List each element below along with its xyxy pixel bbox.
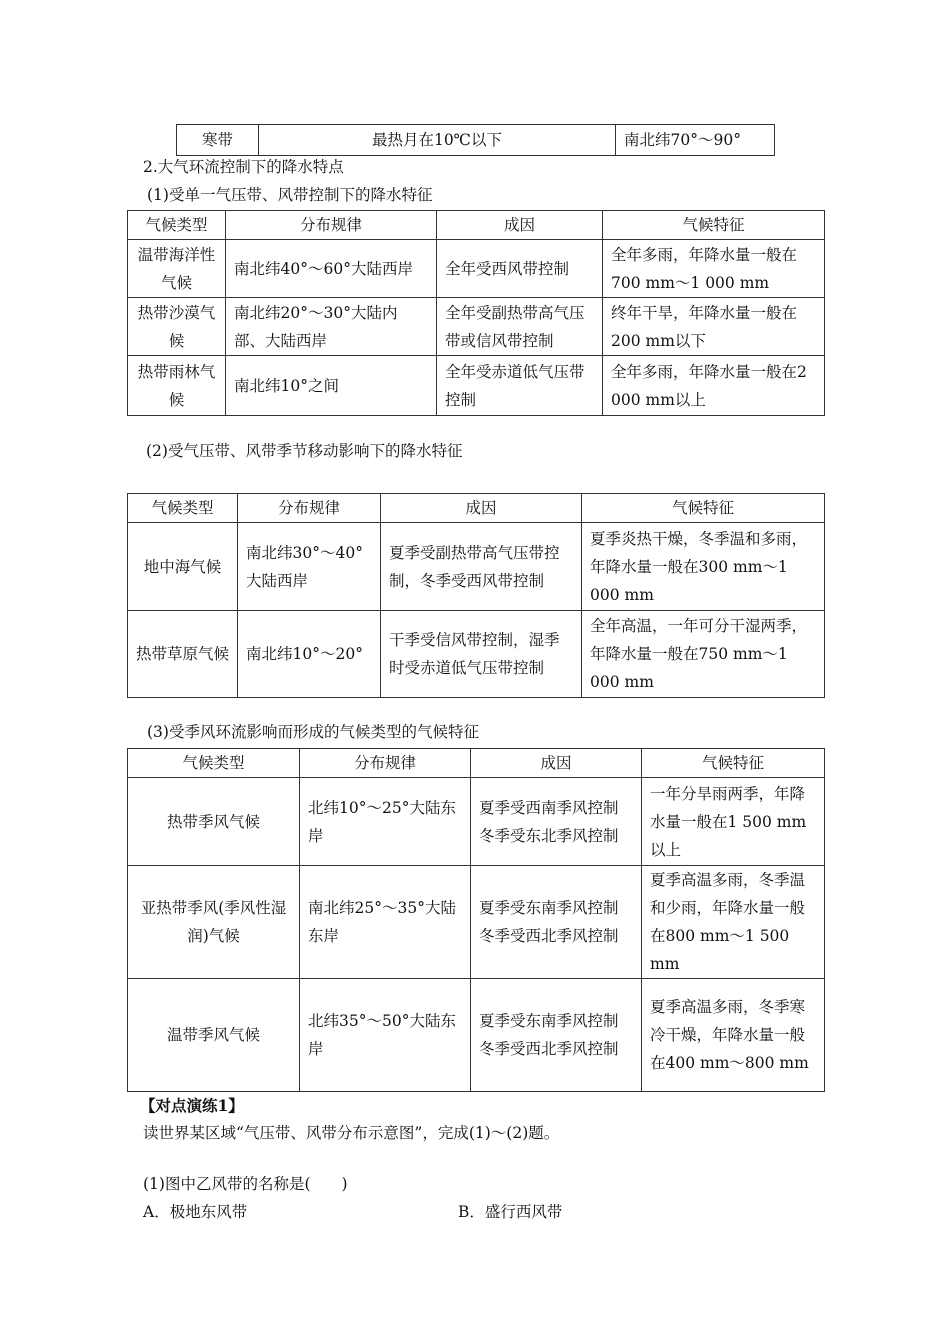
table-cell: 全年受赤道低气压带控制: [437, 356, 603, 416]
column-header: 分布规律: [226, 211, 437, 240]
subsection-title: (3)受季风环流影响而形成的气候类型的气候特征: [147, 723, 479, 741]
table-cell: 干季受信风带控制，湿季时受赤道低气压带控制: [381, 611, 582, 698]
column-header: 成因: [381, 494, 582, 523]
subsection-title: (2)受气压带、风带季节移动影响下的降水特征: [146, 442, 463, 460]
table-cell: 南北纬70°～90°: [616, 125, 775, 156]
column-header: 分布规律: [238, 494, 381, 523]
table-row: [128, 611, 825, 698]
table-row: [128, 240, 825, 298]
table-cell: 全年高温，一年可分干湿两季，年降水量一般在750 mm～1 000 mm: [582, 611, 825, 698]
column-header: 气候类型: [128, 494, 238, 523]
question-text: (1)图中乙风带的名称是( ): [143, 1175, 348, 1193]
option-a[interactable]: A．极地东风带: [143, 1203, 248, 1221]
column-header: 成因: [437, 211, 603, 240]
table-cell: 北纬35°～50°大陆东岸: [300, 979, 471, 1092]
table-cell: 北纬10°～25°大陆东岸: [300, 778, 471, 866]
table-cell: 南北纬10°之间: [226, 356, 437, 416]
table-cell: 夏季高温多雨，冬季寒冷干燥，年降水量一般在400 mm～800 mm: [642, 979, 825, 1092]
table-cell: 南北纬10°～20°: [238, 611, 381, 698]
table-cell: 夏季高温多雨，冬季温和少雨，年降水量一般在800 mm～1 500 mm: [642, 866, 825, 979]
column-header: 气候特征: [603, 211, 825, 240]
table-row: [128, 778, 825, 866]
table-row: [128, 356, 825, 416]
table-row: [128, 523, 825, 611]
table-cell: 终年干旱，年降水量一般在200 mm以下: [603, 298, 825, 356]
table-header-row: [128, 494, 825, 523]
option-b[interactable]: B．盛行西风带: [458, 1203, 563, 1221]
table-row: [128, 979, 825, 1092]
table-header-row: [128, 211, 825, 240]
table-cell: 夏季受副热带高气压带控制，冬季受西风带控制: [381, 523, 582, 611]
table-cell: 温带季风气候: [128, 979, 300, 1092]
table-cell: 南北纬25°～35°大陆东岸: [300, 866, 471, 979]
table-cell: 夏季受西南季风控制冬季受东北季风控制: [471, 778, 642, 866]
table-cell: 热带雨林气候: [128, 356, 226, 416]
subsection-title: (1)受单一气压带、风带控制下的降水特征: [147, 186, 433, 204]
table-cell: 地中海气候: [128, 523, 238, 611]
table-cell: 寒带: [177, 125, 259, 156]
table-cell: 温带海洋性气候: [128, 240, 226, 298]
table-cell: 夏季受东南季风控制冬季受西北季风控制: [471, 866, 642, 979]
column-header: 气候特征: [582, 494, 825, 523]
table-cell: 亚热带季风(季风性湿润)气候: [128, 866, 300, 979]
column-header: 气候特征: [642, 749, 825, 778]
table-cell: 一年分旱雨两季，年降水量一般在1 500 mm以上: [642, 778, 825, 866]
table-row: [177, 125, 775, 156]
table-row: [128, 298, 825, 356]
climate-table-1: [127, 210, 825, 416]
practice-heading: 【对点演练1】: [140, 1096, 244, 1115]
table-cell: 南北纬30°～40°大陆西岸: [238, 523, 381, 611]
table-cell: 热带沙漠气候: [128, 298, 226, 356]
top-climate-table: [176, 124, 775, 156]
table-header-row: [128, 749, 825, 778]
table-cell: 全年受副热带高气压带或信风带控制: [437, 298, 603, 356]
table-cell: 全年受西风带控制: [437, 240, 603, 298]
climate-table-2: [127, 493, 825, 698]
column-header: 气候类型: [128, 211, 226, 240]
column-header: 分布规律: [300, 749, 471, 778]
table-cell: 最热月在10℃以下: [259, 125, 616, 156]
table-cell: 全年多雨，年降水量一般在2 000 mm以上: [603, 356, 825, 416]
table-row: [128, 866, 825, 979]
section-title: 2.大气环流控制下的降水特点: [143, 158, 344, 176]
table-cell: 南北纬40°～60°大陆西岸: [226, 240, 437, 298]
table-cell: 全年多雨，年降水量一般在700 mm～1 000 mm: [603, 240, 825, 298]
column-header: 成因: [471, 749, 642, 778]
column-header: 气候类型: [128, 749, 300, 778]
table-cell: 热带草原气候: [128, 611, 238, 698]
table-cell: 夏季炎热干燥，冬季温和多雨，年降水量一般在300 mm～1 000 mm: [582, 523, 825, 611]
table-cell: 南北纬20°～30°大陆内部、大陆西岸: [226, 298, 437, 356]
table-cell: 热带季风气候: [128, 778, 300, 866]
table-cell: 夏季受东南季风控制冬季受西北季风控制: [471, 979, 642, 1092]
practice-intro: 读世界某区域“气压带、风带分布示意图”，完成(1)～(2)题。: [143, 1124, 560, 1142]
climate-table-3: [127, 748, 825, 1092]
